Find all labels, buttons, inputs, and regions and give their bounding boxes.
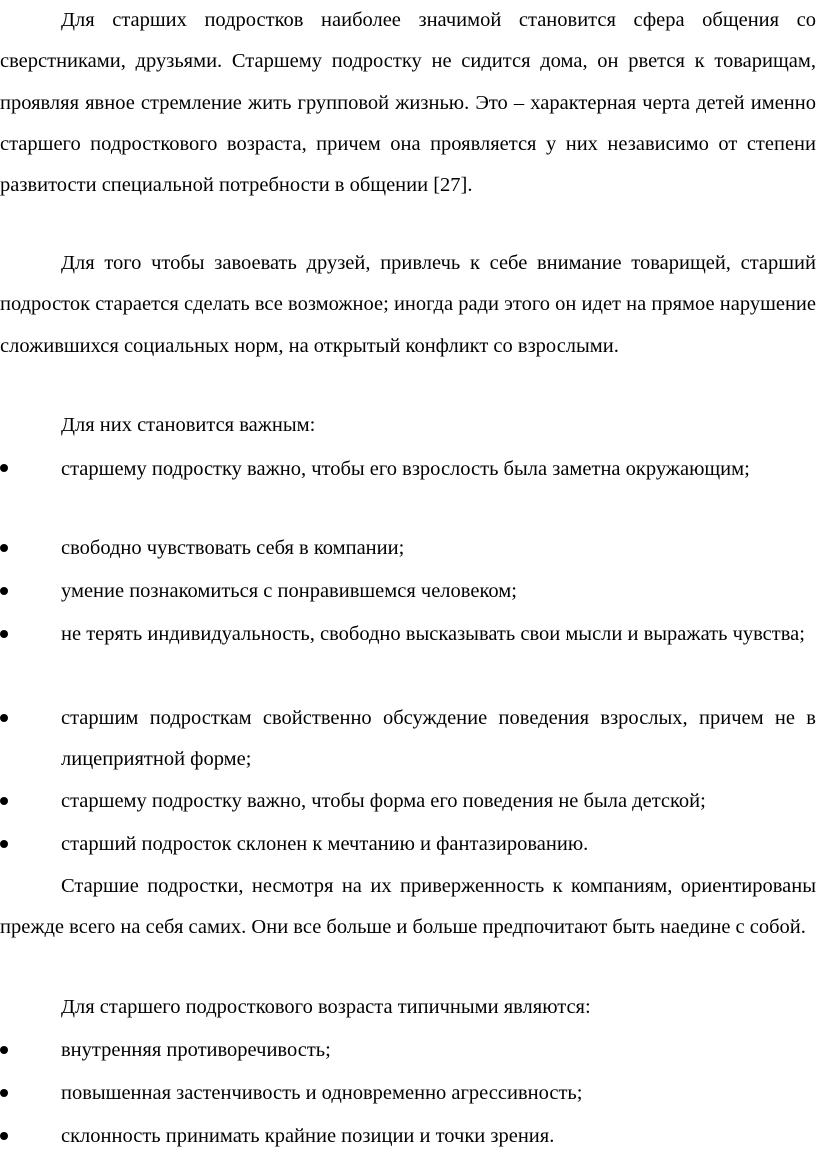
- bullet-icon: [0, 1132, 8, 1140]
- paragraph-winning-friends: Для того чтобы завоевать друзей, привлечь к себе внимание товарищей, старший подросток старается сделать все возможное; иногда ради этого он идет на прямое нарушение сложившихся социальных норм, на открытый конфликт со взрослыми.: [0, 252, 816, 357]
- list-item-text: внутренняя противоречивость;: [61, 1039, 331, 1061]
- list-item-text: склонность принимать крайние позиции и точки зрения.: [61, 1125, 555, 1147]
- bullet-icon: [0, 464, 8, 472]
- list-item-typical-2: [0, 1073, 816, 1114]
- list-item-text: старшим подросткам свойственно обсуждение поведения взрослых, причем не в лицеприятной форме;: [61, 707, 816, 771]
- list-item-important-1: [0, 449, 816, 482]
- bullet-icon: [0, 840, 8, 848]
- list-item-important-5: [0, 698, 816, 781]
- bullet-icon: [0, 1046, 8, 1054]
- list-item-text: старшему подростку важно, чтобы форма его поведения не была детской;: [61, 790, 706, 812]
- bullet-icon: [0, 714, 8, 722]
- list-item-important-6: [0, 781, 816, 822]
- list-item-important-3: [0, 571, 816, 612]
- list-item-text: повышенная застенчивость и одновременно агрессивность;: [61, 1082, 583, 1104]
- list-item-text: свободно чувствовать себя в компании;: [61, 537, 405, 559]
- paragraph-peer-communication: Для старших подростков наиболее значимой становится сфера общения со сверстниками, друзьями. Старшему подростку не сидится дома, он рвется к товарищам, проявляя явное стремление жить групповой жизнью. Это – характерная черта детей именно старшего подросткового возраста, причем она проявляется у них независимо от степени развитости специальной потребности в общении [27].: [0, 9, 816, 197]
- list-item-text: старший подросток склонен к мечтанию и фантазированию.: [61, 833, 589, 855]
- list-item-important-7: [0, 824, 816, 865]
- list-item-typical-1: [0, 1030, 816, 1071]
- bullet-icon: [0, 587, 8, 595]
- bullet-icon: [0, 544, 8, 552]
- paragraph-self-orientation: Старшие подростки, несмотря на их приверженность к компаниям, ориентированы прежде всего на себя самих. Они все больше и больше предпочитают быть наедине с собой.: [0, 875, 816, 939]
- bullet-icon: [0, 1089, 8, 1097]
- bullet-icon: [0, 797, 8, 805]
- list-item-important-2: [0, 528, 816, 569]
- list-item-text: умение познакомиться с понравившемся человеком;: [61, 580, 517, 602]
- bullet-icon: [0, 630, 8, 638]
- list-item-typical-3: [0, 1116, 816, 1157]
- paragraph-important-intro: Для них становится важным:: [61, 414, 316, 436]
- list-item-important-4: [0, 614, 816, 655]
- list-item-text: не терять индивидуальность, свободно высказывать свои мысли и выражать чувства;: [61, 623, 805, 645]
- list-item-text: старшему подростку важно, чтобы его взрослость была заметна окружающим;: [61, 458, 750, 480]
- paragraph-typical-intro: Для старшего подросткового возраста типичными являются:: [61, 996, 591, 1018]
